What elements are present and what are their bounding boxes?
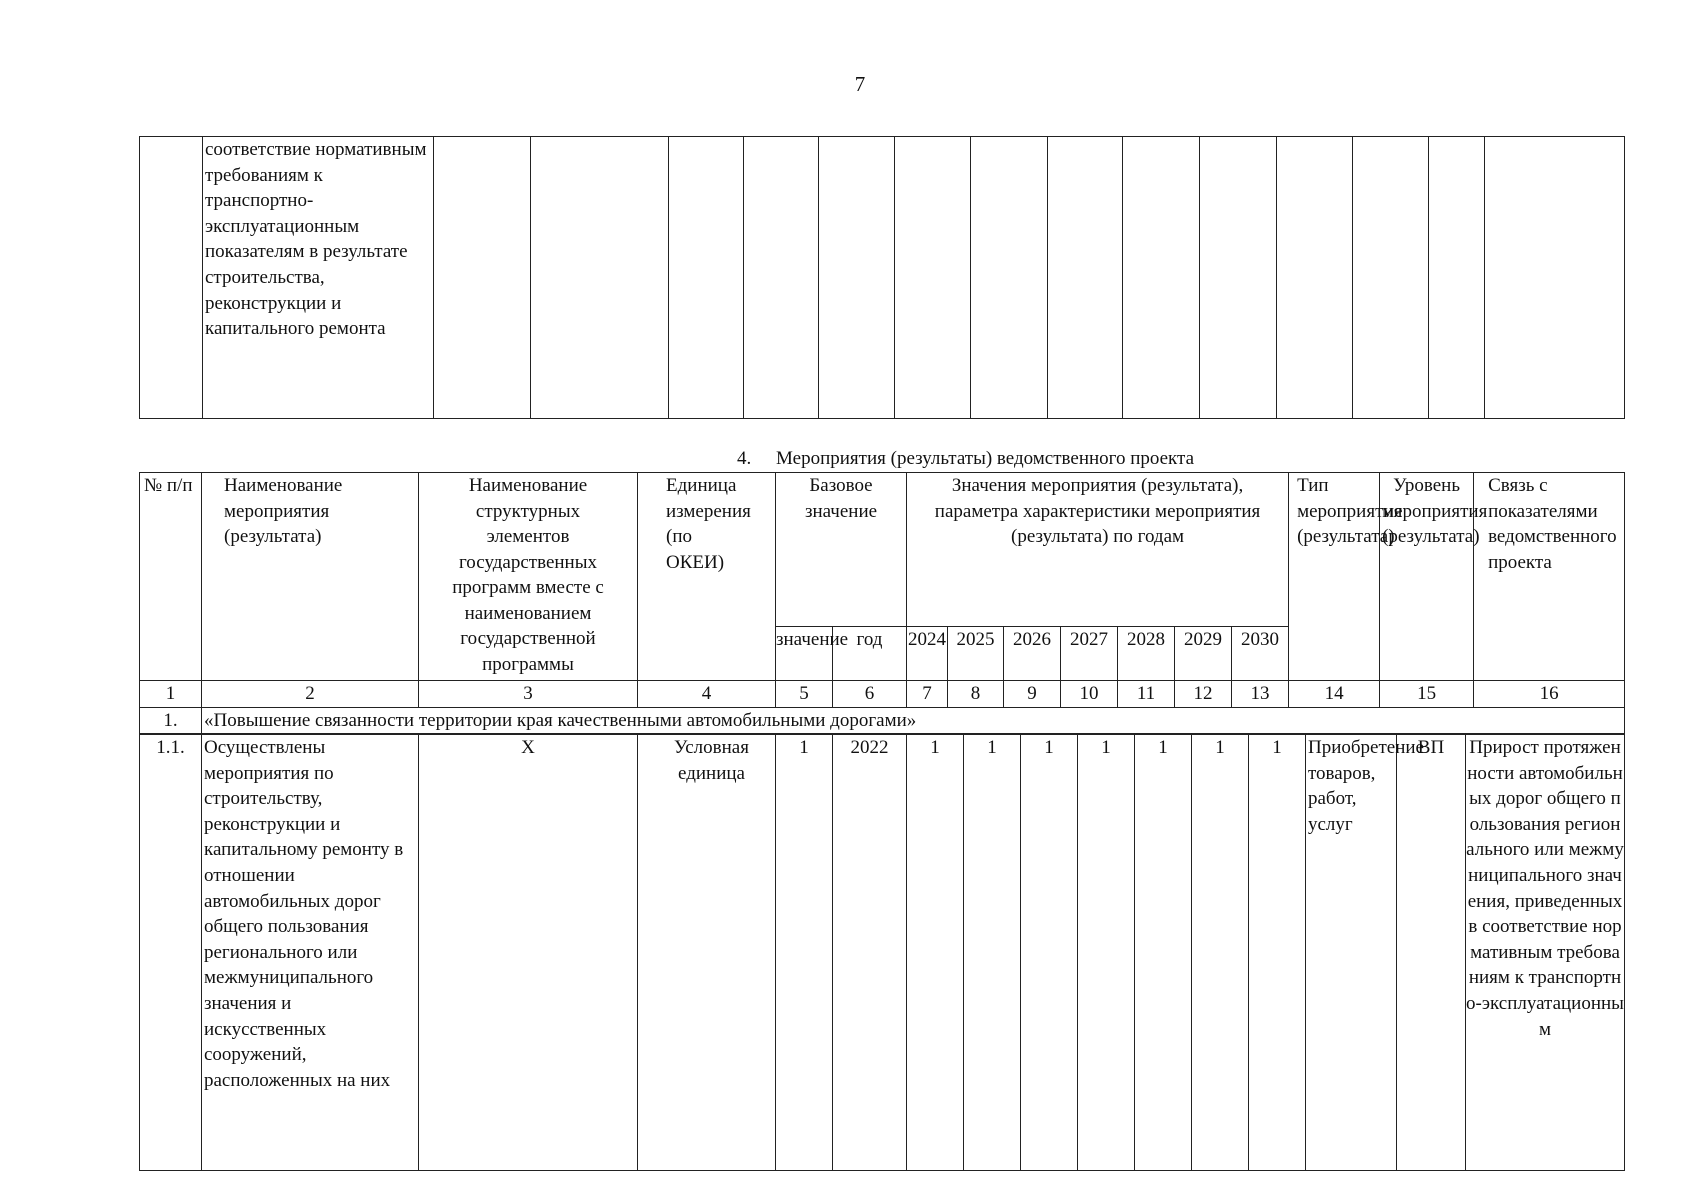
header-structural: Наименование структурных элементов государственных программ вместе с наименованием государственной программы xyxy=(419,473,638,681)
activity-level: ВП xyxy=(1397,735,1466,1171)
column-number: 13 xyxy=(1232,681,1289,708)
header-values: Значения мероприятия (результата), параметра характеристики мероприятия (результата) по годам xyxy=(907,473,1289,627)
activity-name: Осуществлены мероприятия по строительству, реконструкции и капитальному ремонту в отношении автомобильных дорог общего пользования регионального или межмуниципального значения и искусственных сооружений, расположенных на них xyxy=(202,735,419,1171)
header-year-2027: 2027 xyxy=(1061,627,1118,681)
section-number: 4. xyxy=(737,448,752,469)
column-number: 7 xyxy=(907,681,948,708)
activity-type: Приобретение товаров, работ, услуг xyxy=(1306,735,1397,1171)
column-number: 9 xyxy=(1004,681,1061,708)
column-number: 11 xyxy=(1118,681,1175,708)
header-link: Связь с показателями ведомственного проекта xyxy=(1474,473,1625,681)
header-type: Тип мероприятия (результата) xyxy=(1289,473,1380,681)
column-number: 15 xyxy=(1380,681,1474,708)
activity-row xyxy=(140,735,1625,1171)
activities-table-header xyxy=(139,472,1625,734)
header-num: № п/п xyxy=(140,473,202,681)
header-base: Базовое значение xyxy=(776,473,907,627)
continuation-cell-name: соответствие нормативным требованиям к транспортно-эксплуатационным показателям в результате строительства, реконструкции и капитального ремонта xyxy=(203,137,434,419)
column-number: 12 xyxy=(1175,681,1232,708)
column-number: 1 xyxy=(140,681,202,708)
header-base-value: значение xyxy=(776,627,833,681)
continuation-row xyxy=(140,137,1625,419)
task-num: 1. xyxy=(140,707,202,734)
column-number: 16 xyxy=(1474,681,1625,708)
header-year-2029: 2029 xyxy=(1175,627,1232,681)
activity-unit: Условная единица xyxy=(638,735,776,1171)
column-number: 10 xyxy=(1061,681,1118,708)
column-number: 5 xyxy=(776,681,833,708)
activity-value-2026: 1 xyxy=(1021,735,1078,1171)
task-title: «Повышение связанности территории края качественными автомобильными дорогами» xyxy=(202,707,1625,734)
column-number: 6 xyxy=(833,681,907,708)
column-number: 14 xyxy=(1289,681,1380,708)
continuation-table xyxy=(139,136,1625,419)
activity-value-2030: 1 xyxy=(1249,735,1306,1171)
activities-table-body xyxy=(139,734,1625,1171)
column-number: 3 xyxy=(419,681,638,708)
page-number: 7 xyxy=(854,72,866,96)
header-year-2024: 2024 xyxy=(907,627,948,681)
header-unit: Единица измерения (по ОКЕИ) xyxy=(638,473,776,681)
header-year-2026: 2026 xyxy=(1004,627,1061,681)
activity-num: 1.1. xyxy=(140,735,202,1171)
activity-value-2028: 1 xyxy=(1135,735,1192,1171)
section-title-text: Мероприятия (результаты) ведомственного проекта xyxy=(776,448,1195,469)
header-year-2028: 2028 xyxy=(1118,627,1175,681)
task-row xyxy=(140,707,1625,734)
continuation-cell-num xyxy=(140,137,203,419)
header-year-2025: 2025 xyxy=(948,627,1004,681)
column-number: 8 xyxy=(948,681,1004,708)
header-year-2030: 2030 xyxy=(1232,627,1289,681)
header-level: Уровень мероприятия (результата) xyxy=(1380,473,1474,681)
activity-base-value: 1 xyxy=(776,735,833,1171)
activity-structural: Х xyxy=(419,735,638,1171)
activity-base-year: 2022 xyxy=(833,735,907,1171)
activity-value-2027: 1 xyxy=(1078,735,1135,1171)
header-base-year: год xyxy=(833,627,907,681)
header-name: Наименование мероприятия (результата) xyxy=(202,473,419,681)
column-numbering-row xyxy=(140,681,1625,708)
activity-value-2025: 1 xyxy=(964,735,1021,1171)
activity-value-2024: 1 xyxy=(907,735,964,1171)
activity-value-2029: 1 xyxy=(1192,735,1249,1171)
activity-link: Прирост протяженности автомобильных дорог общего пользования регионального или межмуниципального значения, приведенных в соответствие нормативным требованиям к транспортно-эксплуатационным xyxy=(1466,735,1625,1171)
column-number: 4 xyxy=(638,681,776,708)
column-number: 2 xyxy=(202,681,419,708)
